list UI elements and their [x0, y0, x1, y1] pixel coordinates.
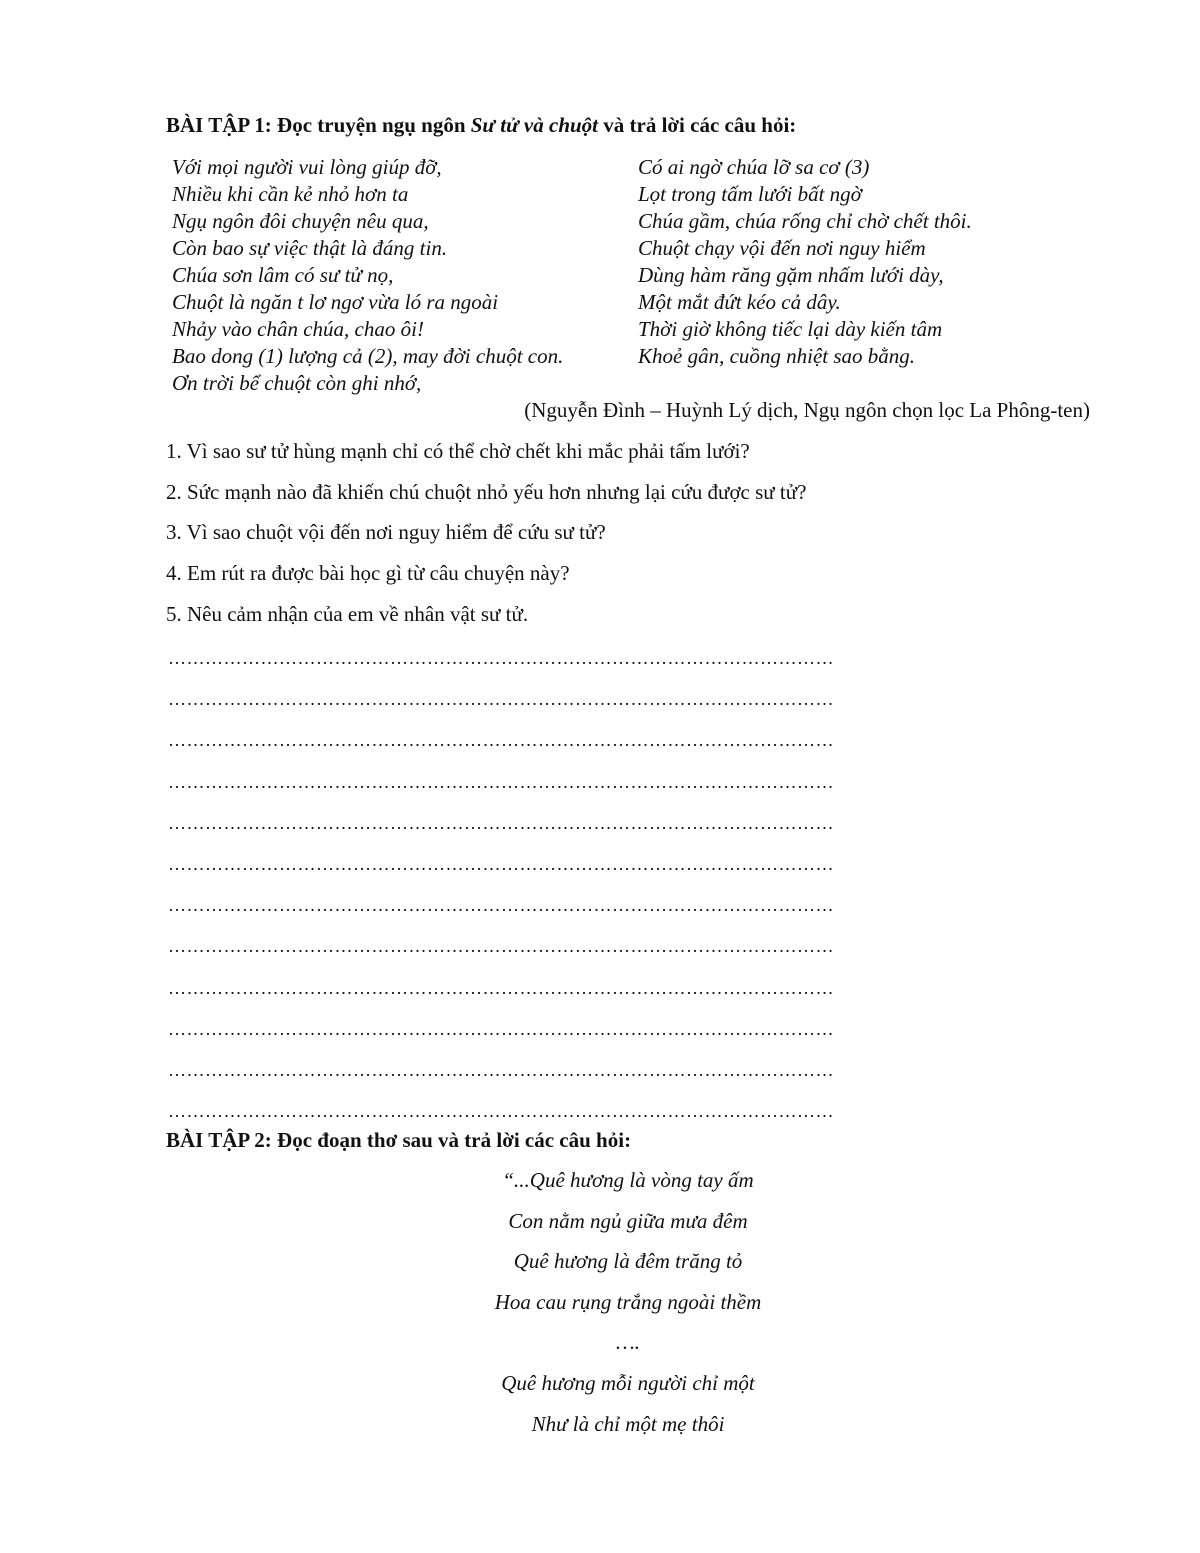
poem-line: Chuột là ngăn t lơ ngơ vừa ló ra ngoài: [172, 290, 499, 314]
poem-line: Một mắt đứt kéo cả dây.: [638, 290, 841, 314]
answer-line: ………………………………………………………………………………………………: [168, 648, 834, 668]
poem-line: Ơn trời bể chuột còn ghi nhớ,: [172, 371, 422, 395]
poem-ellipsis: ….: [616, 1330, 640, 1355]
exercise-1-heading: [166, 113, 796, 138]
poem-line: Như là chỉ một mẹ thôi: [531, 1411, 725, 1436]
poem-line: Thời giờ không tiếc lại dày kiến tâm: [638, 317, 943, 341]
question-item: 1. Vì sao sư tử hùng mạnh chỉ có thể chờ chết khi mắc phải tấm lưới?: [166, 439, 750, 463]
poem-line: Nhảy vào chân chúa, chao ôi!: [172, 317, 424, 341]
poem-line: Với mọi người vui lòng giúp đỡ,: [172, 155, 442, 179]
question-list: [166, 438, 806, 641]
answer-line: ………………………………………………………………………………………………: [168, 730, 834, 751]
poem-line: Chúa sơn lâm có sư tử nọ,: [172, 263, 394, 287]
poem-line: Ngụ ngôn đôi chuyện nêu qua,: [172, 209, 429, 233]
answer-line: ………………………………………………………………………………………………: [168, 771, 834, 792]
exercise-1-heading-prefix: BÀI TẬP 1: Đọc truyện ngụ ngôn: [166, 113, 471, 137]
poem-left-column: [172, 154, 563, 397]
poem-source-citation: (Nguyễn Đình – Huỳnh Lý dịch, Ngụ ngôn chọn lọc La Phông-ten): [524, 398, 1090, 422]
answer-line: ………………………………………………………………………………………………: [168, 1059, 834, 1080]
poem-right-column: [638, 154, 972, 370]
answer-line: ………………………………………………………………………………………………: [168, 689, 834, 710]
poem-line: Nhiều khi cần kẻ nhỏ hơn ta: [172, 182, 409, 206]
answer-line: ………………………………………………………………………………………………: [168, 853, 834, 874]
poem-line: Hoa cau rụng trắng ngoài thềm: [494, 1289, 762, 1314]
poem-line: Có ai ngờ chúa lỡ sa cơ (3): [638, 155, 870, 179]
question-item: 4. Em rút ra được bài học gì từ câu chuyện này?: [166, 561, 570, 586]
poem-line: Lọt trong tấm lưới bất ngờ: [638, 182, 862, 206]
question-item: 5. Nêu cảm nhận của em về nhân vật sư tử.: [166, 601, 529, 626]
question-item: 2. Sức mạnh nào đã khiến chú chuột nhỏ yếu hơn nhưng lại cứu được sư tử?: [166, 479, 807, 504]
poem-line: Chuột chạy vội đến nơi nguy hiểm: [638, 236, 926, 260]
poem-line: Còn bao sự việc thật là đáng tin.: [172, 236, 448, 260]
answer-line: ………………………………………………………………………………………………: [168, 977, 834, 998]
answer-line: ………………………………………………………………………………………………: [168, 936, 834, 957]
poem-line: Quê hương mỗi người chỉ một: [501, 1370, 755, 1395]
story-title: Sư tử và chuột: [470, 113, 599, 137]
question-item: 3. Vì sao chuột vội đến nơi nguy hiểm để cứu sư tử?: [166, 520, 606, 545]
answer-line: ………………………………………………………………………………………………: [168, 1101, 834, 1122]
exercise-2-heading: BÀI TẬP 2: Đọc đoạn thơ sau và trả lời các câu hỏi:: [166, 1128, 632, 1152]
poem-line: Con nằm ngủ giữa mưa đêm: [508, 1208, 748, 1233]
poem-line: Quê hương là đêm trăng tỏ: [513, 1249, 743, 1274]
poem-line: Dùng hàm răng gặm nhấm lưới dày,: [638, 263, 944, 287]
poem-line: Chúa gầm, chúa rống chỉ chờ chết thôi.: [638, 209, 972, 233]
answer-line: ………………………………………………………………………………………………: [168, 1018, 834, 1039]
poem-line: “...Quê hương là vòng tay ấm: [502, 1168, 754, 1192]
poem-line: Bao dong (1) lượng cả (2), may đời chuột con.: [172, 344, 564, 368]
answer-area: [168, 645, 1086, 1139]
answer-line: ………………………………………………………………………………………………: [168, 895, 834, 916]
exercise-2-poem: [0, 1166, 1200, 1450]
poem-line: Khoẻ gân, cuồng nhiệt sao bằng.: [638, 344, 916, 368]
answer-line: ………………………………………………………………………………………………: [168, 812, 834, 833]
exercise-1-heading-suffix: và trả lời các câu hỏi:: [598, 113, 797, 137]
